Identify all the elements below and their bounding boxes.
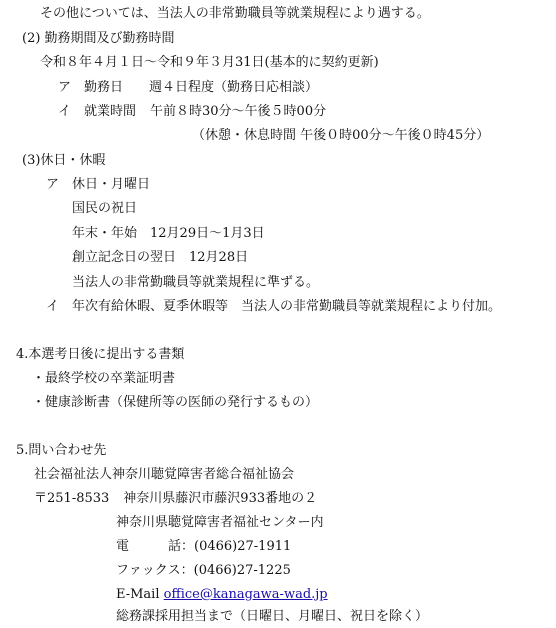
contract-term-text: 令和８年４月１日～令和９年３月31日(基本的に契約更新) <box>40 55 379 70</box>
postal-address-row <box>34 490 317 508</box>
email-row <box>116 586 328 604</box>
holiday-item-b-label: イ <box>46 299 60 314</box>
fax-row <box>116 562 291 580</box>
holiday-line: 国民の祝日 <box>72 201 138 216</box>
documents-heading: 4.本選考日後に提出する書類 <box>16 347 185 362</box>
holiday-item-a-label: ア <box>46 177 60 192</box>
holidays-heading: (3)休日・休暇 <box>22 153 106 168</box>
holiday-line: 年末・年始 12月29日～1月3日 <box>72 226 265 241</box>
fax-number: (0466)27-1225 <box>193 563 291 578</box>
workdays-row <box>58 79 318 97</box>
phone-number: (0466)27-1911 <box>194 539 292 554</box>
building-name: 神奈川県聴覚障害者福祉センター内 <box>116 515 324 530</box>
organization-name: 社会福祉法人神奈川聴覚障害者総合福祉協会 <box>34 467 295 482</box>
contact-note: 総務課採用担当まで（日曜日、月曜日、祝日を除く） <box>116 609 429 624</box>
contact-heading: 5.問い合わせ先 <box>16 443 107 458</box>
conditions-other-text: その他については、当法人の非常勤職員等就業規程により遇する。 <box>40 6 430 21</box>
work-hours-row <box>58 103 326 121</box>
holiday-line: 休日・月曜日 <box>72 177 151 192</box>
holiday-line: 創立記念日の翌日 12月28日 <box>72 250 249 265</box>
paid-leave-text: 年次有給休暇、夏季休暇等 当法人の非常勤職員等就業規程により付加。 <box>72 299 502 314</box>
street-address: 神奈川県藤沢市藤沢933番地の２ <box>123 491 318 506</box>
work-hours-label: イ 就業時間 <box>58 104 137 119</box>
postal-code: 〒251-8533 <box>34 491 110 506</box>
email-label: E-Mail <box>116 587 160 602</box>
email-link[interactable]: office@kanagawa-wad.jp <box>163 587 328 602</box>
fax-label: ファックス： <box>116 563 194 578</box>
workdays-value: 週４日程度（勤務日応相談） <box>149 80 319 95</box>
work-period-heading: (2) 勤務期間及び勤務時間 <box>22 31 175 46</box>
work-hours-value: 午前８時30分～午後５時00分 <box>150 104 327 119</box>
workdays-label: ア 勤務日 <box>58 80 124 95</box>
phone-row <box>116 538 291 556</box>
phone-label: 電 話： <box>116 539 195 554</box>
document-item: ・健康診断書（保健所等の医師の発行するもの） <box>32 395 319 410</box>
break-time-text: （休憩・休息時間 午後０時00分～午後０時45分） <box>192 128 490 143</box>
holiday-line: 当法人の非常勤職員等就業規程に準ずる。 <box>72 275 320 290</box>
document-item: ・最終学校の卒業証明書 <box>32 371 176 386</box>
